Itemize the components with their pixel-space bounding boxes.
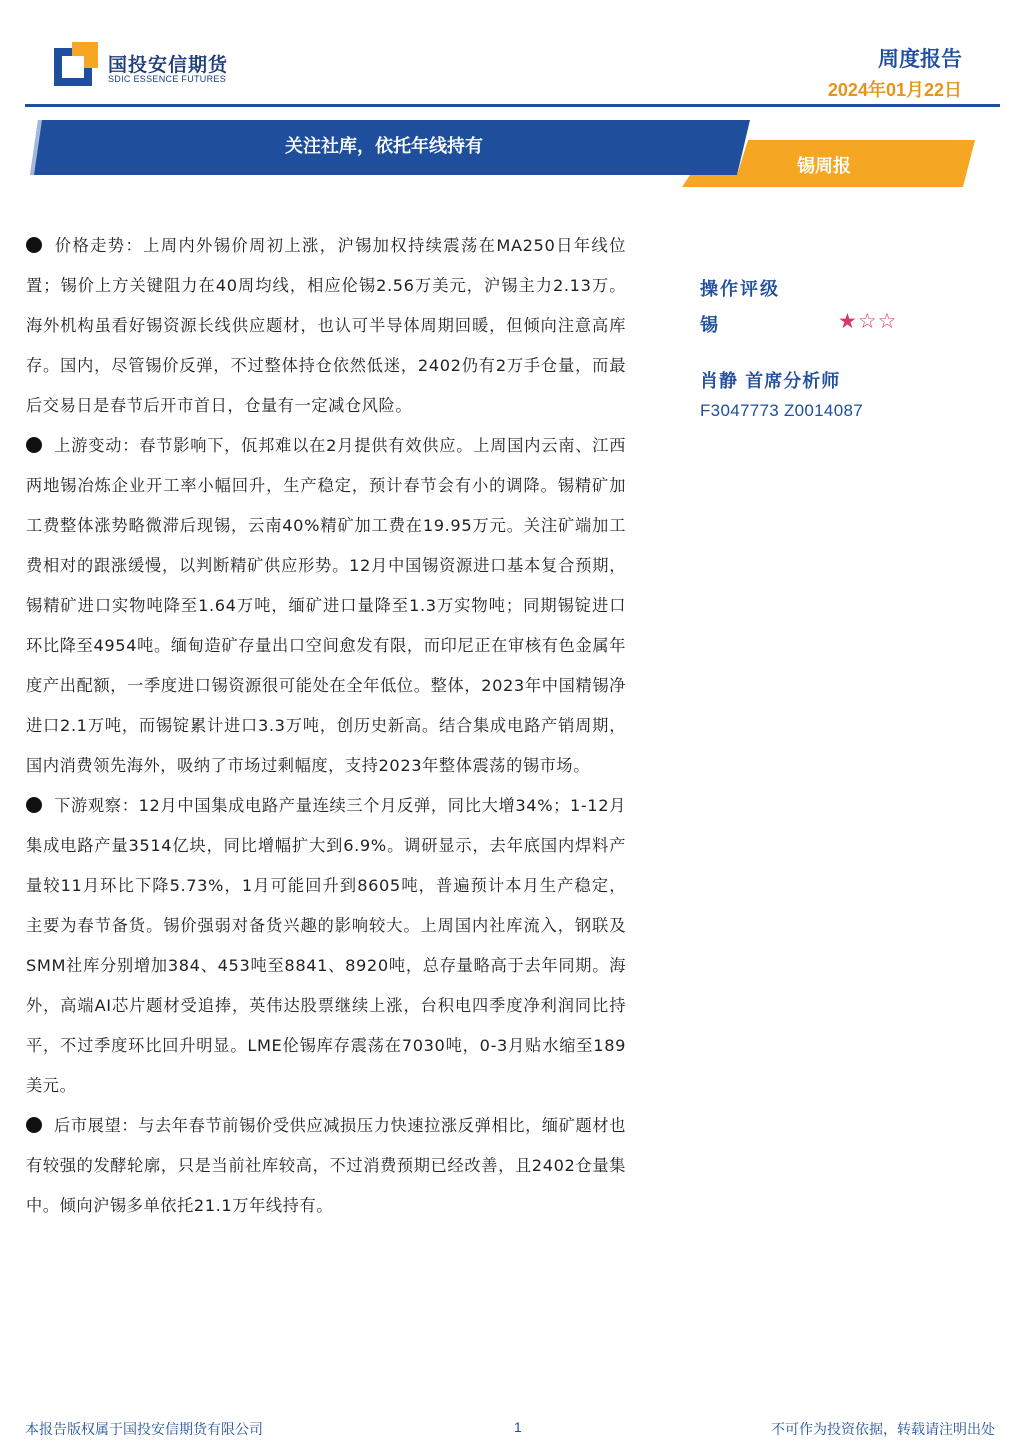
footer-copyright: 本报告版权属于国投安信期货有限公司 [25, 1422, 263, 1438]
company-name: 国投安信期货 [108, 54, 229, 76]
report-body [26, 226, 626, 1226]
bullet-icon [26, 237, 42, 253]
star-rating-icon: ★☆☆ [838, 309, 898, 333]
report-category-tag: 锡周报 [797, 156, 851, 177]
section-upstream: 上游变动：春节影响下，佤邦难以在2月提供有效供应。上周国内云南、江西两地锡冶炼企业开工率小幅回升，生产稳定，预计春节会有小的调降。锡精矿加工费整体涨势略微滞后现锡，云南40%精矿加工费在19.95万元。关注矿端加工费相对的跟涨缓慢，以判断精矿供应形势。12月中国锡资源进口基本复合预期，锡精矿进口实物吨降至1.64万吨，缅矿进口量降至1.3万实物吨；同期锡锭进口环比降至4954吨。缅甸造矿存量出口空间愈发有限，而印尼正在审核有色金属年度产出配额，一季度进口锡资源很可能处在全年低位。整体，2023年中国精锡净进口2.1万吨，而锡锭累计进口3.3万吨，创历史新高。结合集成电路产销周期，国内消费领先海外，吸纳了市场过剩幅度，支持2023年整体震荡的锡市场。 [26, 436, 627, 775]
bullet-icon [26, 797, 42, 813]
report-title: 关注社库，依托年线持有 [285, 136, 483, 157]
analyst-name: 肖静 首席分析师 [700, 371, 841, 392]
bullet-icon [26, 1117, 42, 1133]
bullet-icon [26, 437, 42, 453]
rating-title: 操作评级 [700, 279, 780, 300]
report-type: 周度报告 [878, 47, 962, 71]
logo-icon [54, 42, 98, 86]
section-outlook: 后市展望：与去年春节前锡价受供应减损压力快速拉涨反弹相比，缅矿题材也有较强的发酵轮廓，只是当前社库较高，不过消费预期已经改善，且2402仓量集中。倾向沪锡多单依托21.1万年线持有。 [26, 1116, 626, 1215]
title-banner [0, 115, 1025, 195]
sidebar [700, 275, 930, 421]
rating-item: 锡 [700, 315, 718, 336]
footer-disclaimer: 不可作为投资依据，转载请注明出处 [771, 1422, 995, 1438]
company-logo [54, 42, 244, 90]
section-downstream: 下游观察：12月中国集成电路产量连续三个月反弹，同比大增34%；1-12月集成电路产量3514亿块，同比增幅扩大到6.9%。调研显示，去年底国内焊料产量较11月环比下降5.73%，1月可能回升到8605吨，普遍预计本月生产稳定，主要为春节备货。锡价强弱对备货兴趣的影响较大。上周国内社库流入，钢联及SMM社库分别增加384、453吨至8841、8920吨，总存量略高于去年同期。海外，高端AI芯片题材受追捧，英伟达股票继续上涨，台积电四季度净利润同比持平，不过季度环比回升明显。LME伦锡库存震荡在7030吨，0-3月贴水缩至189美元。 [26, 796, 627, 1095]
company-name-en: SDIC ESSENCE FUTURES [108, 74, 227, 84]
rating-row [700, 311, 930, 337]
header-divider [25, 104, 1000, 107]
report-date: 2024年01月22日 [827, 80, 962, 100]
page-number: 1 [514, 1419, 522, 1435]
section-price-trend: 价格走势：上周内外锡价周初上涨，沪锡加权持续震荡在MA250日年线位置；锡价上方关键阻力在40周均线，相应伦锡2.56万美元，沪锡主力2.13万。海外机构虽看好锡资源长线供应题材，也认可半导体周期回暖，但倾向注意高库存。国内，尽管锡价反弹，不过整体持仓依然低迷，2402仍有2万手仓量，而最后交易日是春节后开市首日，仓量有一定减仓风险。 [26, 236, 626, 415]
analyst-certification: F3047773 Z0014087 [700, 401, 863, 420]
